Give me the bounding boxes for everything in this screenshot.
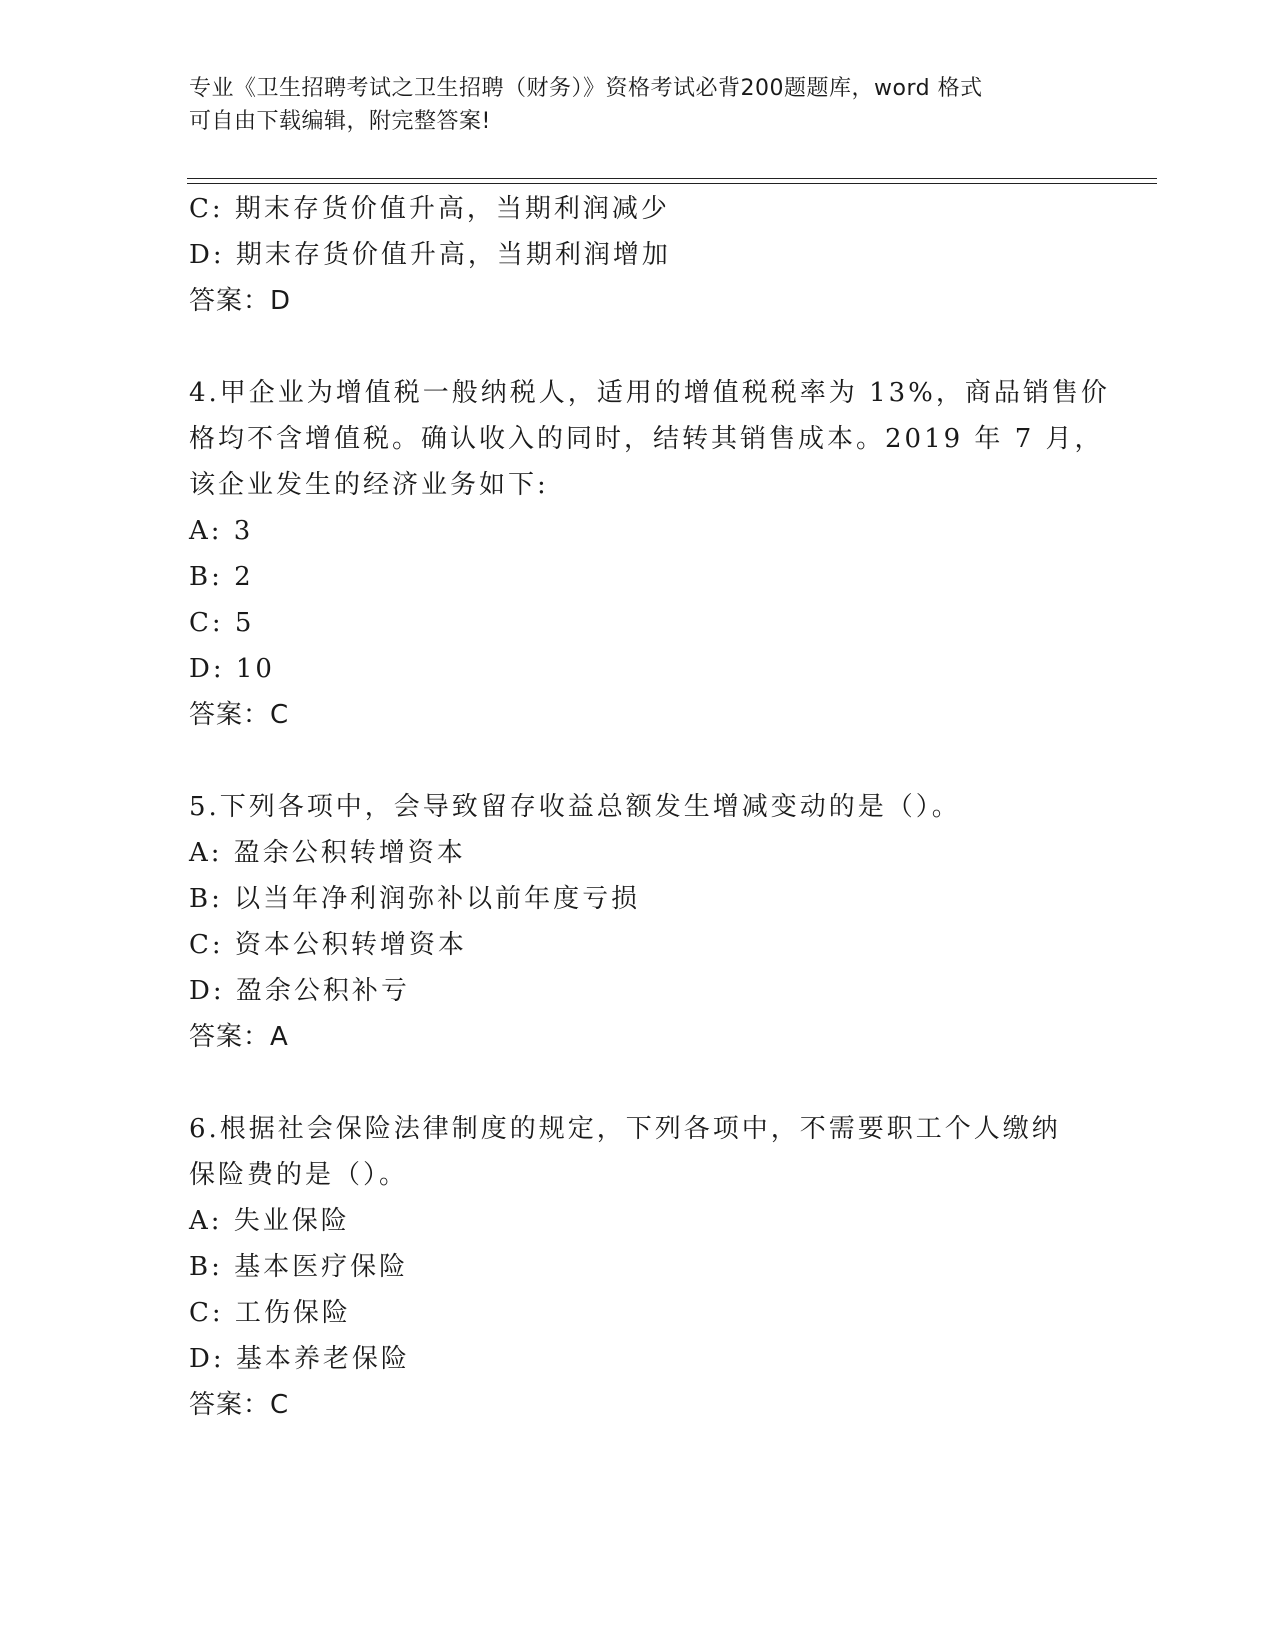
option-d: D: 基本养老保险 [189,1344,410,1374]
question-block [189,784,1089,1060]
option-d: D: 盈余公积补亏 [189,976,410,1006]
question-content [189,186,1110,1428]
option-a: A: 盈余公积转增资本 [189,838,466,868]
option-a: A: 3 [189,516,254,546]
question-stem-line: 4.甲企业为增值税一般纳税人，适用的增值税税率为 13%，商品销售价 [189,378,1110,408]
answer-label: 答案：A [189,1022,289,1052]
question-stem-line: 保险费的是（）。 [189,1160,409,1190]
option-d: D: 10 [189,654,275,684]
question-stem-line: 5.下列各项中，会导致留存收益总额发生增减变动的是（）。 [189,792,961,822]
document-header [189,72,1069,138]
option-b: B: 基本医疗保险 [189,1252,409,1282]
option-d: D: 期末存货价值升高，当期利润增加 [189,240,671,270]
header-divider-top [187,178,1157,179]
spacer [189,1060,1089,1106]
question-stem-line: 格均不含增值税。确认收入的同时，结转其销售成本。2019 年 7 月， [189,424,1104,454]
answer-label: 答案：C [189,700,290,730]
option-c: C: 资本公积转增资本 [189,930,467,960]
header-divider-bottom [187,183,1157,184]
option-c: C: 5 [189,608,255,638]
option-c: C: 工伤保险 [189,1298,351,1328]
answer-label: 答案：C [189,1390,290,1420]
header-line-2: 可自由下载编辑，附完整答案! [189,109,491,134]
question-block [189,370,1110,738]
option-b: B: 以当年净利润弥补以前年度亏损 [189,884,641,914]
question-stem-line: 6.根据社会保险法律制度的规定，下列各项中，不需要职工个人缴纳 [189,1114,1061,1144]
option-a: A: 失业保险 [189,1206,350,1236]
header-line-1: 专业《卫生招聘考试之卫生招聘（财务）》资格考试必背200题题库，word 格式 [189,76,983,101]
option-b: B: 2 [189,562,254,592]
option-c: C: 期末存货价值升高，当期利润减少 [189,194,670,224]
answer-label: 答案：D [189,286,292,316]
prev-question-block [189,186,1089,324]
spacer [189,738,1089,784]
spacer [189,324,1089,370]
question-block [189,1106,1089,1428]
question-stem-line: 该企业发生的经济业务如下: [189,470,549,500]
